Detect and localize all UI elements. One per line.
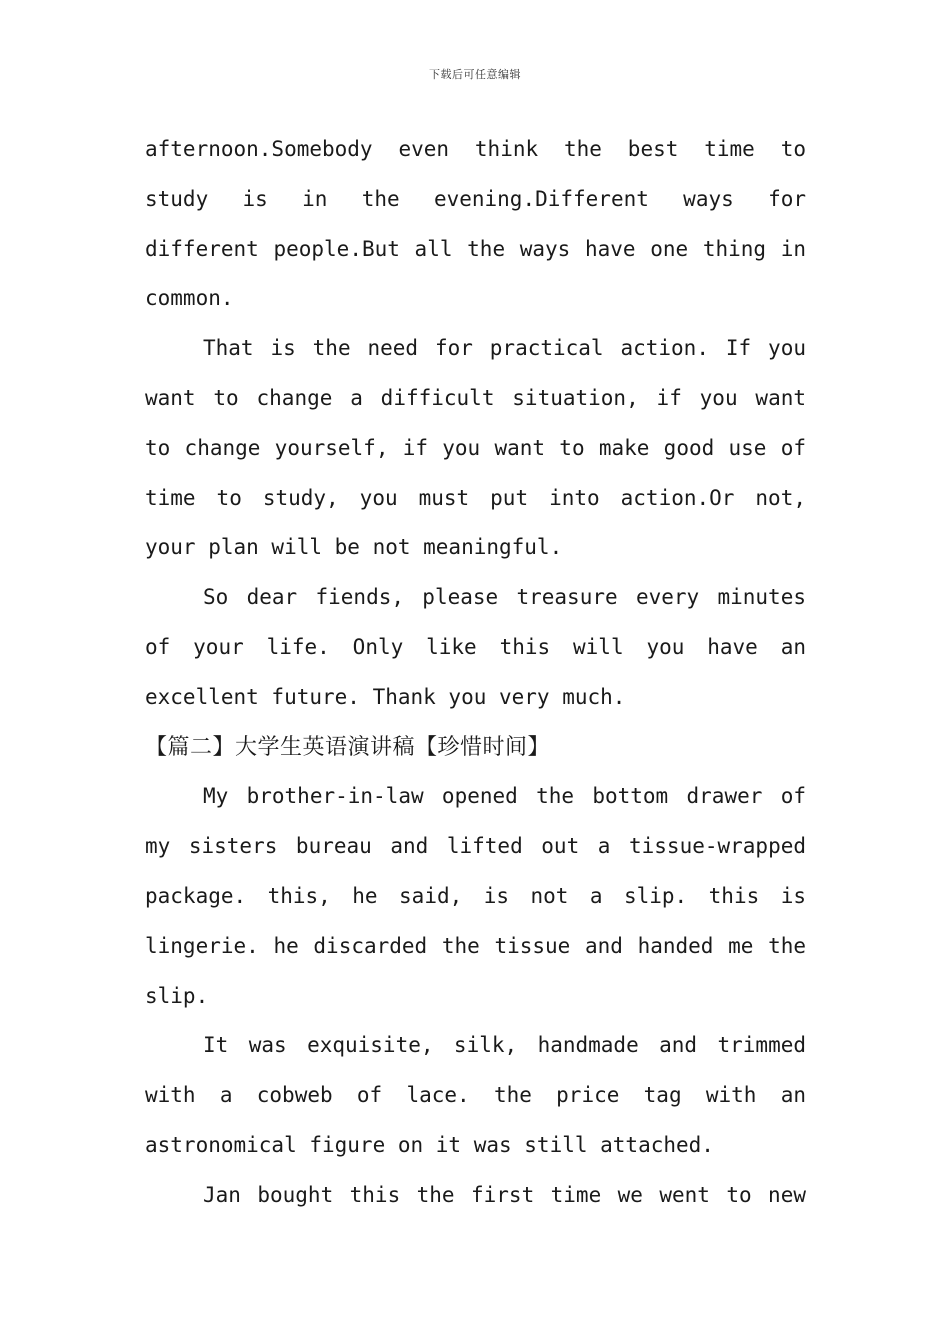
text-line: study is in the evening.Different ways for — [145, 186, 806, 211]
text-line: astronomical figure on it was still attached. — [145, 1132, 714, 1157]
text-line: That is the need for practical action. If you — [203, 336, 806, 361]
text-line: package. this, he said, is not a slip. this is — [145, 883, 806, 908]
text-line: time to study, you must put into action.Or not, — [145, 485, 806, 510]
text-line: of your life. Only like this will you have an — [145, 634, 806, 659]
section-heading: 【篇二】大学生英语演讲稿【珍惜时间】 — [145, 734, 551, 760]
text-line: lingerie. he discarded the tissue and handed me the — [145, 933, 806, 958]
text-line: your plan will be not meaningful. — [145, 535, 563, 560]
text-line: common. — [145, 286, 234, 311]
text-line: my sisters bureau and lifted out a tissue-wrapped — [145, 834, 806, 859]
text-line: to change yourself, if you want to make good use of — [145, 435, 806, 460]
page-header: 下载后可任意编辑 — [429, 68, 521, 81]
text-line: So dear fiends, please treasure every minutes — [203, 585, 806, 610]
document-body — [145, 125, 806, 1221]
text-line: excellent future. Thank you very much. — [145, 684, 626, 709]
text-line: slip. — [145, 983, 209, 1008]
text-line: It was exquisite, silk, handmade and trimmed — [203, 1033, 806, 1058]
text-line: different people.But all the ways have one thing in — [145, 236, 806, 261]
text-line: afternoon.Somebody even think the best time to — [145, 137, 806, 161]
text-line: with a cobweb of lace. the price tag with an — [145, 1083, 806, 1108]
text-line: My brother-in-law opened the bottom drawer of — [203, 784, 806, 809]
text-line: want to change a difficult situation, if you want — [145, 385, 806, 410]
text-line: Jan bought this the first time we went to new — [203, 1182, 806, 1207]
